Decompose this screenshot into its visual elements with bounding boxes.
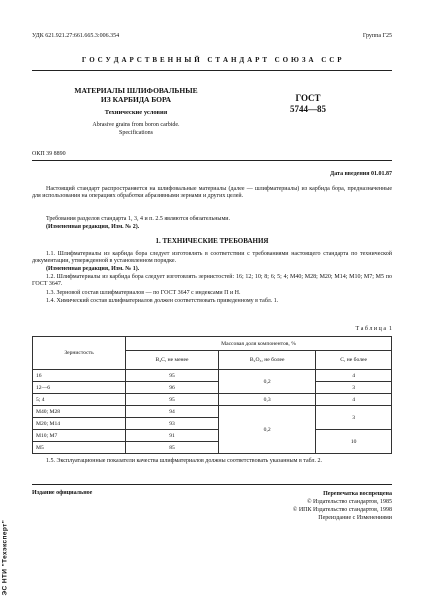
grain-cell: М10; М7 xyxy=(33,430,126,442)
grain-cell: 12—6 xyxy=(33,382,126,394)
udk-code: УДК 621.921.27:661.665.3:006.354 xyxy=(32,33,120,39)
clause-1-3: 1.3. Зерновой состав шлифматериалов — по ГОСТ 3647 с индексами П и Н. xyxy=(46,290,241,296)
b4c-cell: 95 xyxy=(126,370,219,382)
section-heading: 1. ТЕХНИЧЕСКИЕ ТРЕБОВАНИЯ xyxy=(155,237,269,245)
okp-rule xyxy=(32,160,392,161)
b2o3-cell: 0,2 xyxy=(218,406,315,454)
header-grain: Зернистость xyxy=(33,337,126,370)
reprint-notice: Перепечатка воспрещена xyxy=(323,491,392,497)
header-rule xyxy=(32,70,392,71)
header-c: C, не более xyxy=(316,351,392,370)
table-row xyxy=(33,394,392,406)
official-edition: Издание официальное xyxy=(32,490,93,496)
table-row xyxy=(33,370,392,382)
b4c-cell: 91 xyxy=(126,430,219,442)
grain-cell: 5; 4 xyxy=(33,394,126,406)
table-row xyxy=(33,430,392,442)
b4c-cell: 94 xyxy=(126,406,219,418)
doc-subtitle: Технические условия xyxy=(104,109,168,116)
english-title-line-2: Specifications xyxy=(119,129,153,136)
title-line-1: МАТЕРИАЛЫ ШЛИФОВАЛЬНЫЕ xyxy=(74,86,198,95)
header-b4c: B₄C, не менее xyxy=(126,351,219,370)
edition-note-2: (Измененная редакция, Изм. № 2). xyxy=(46,224,140,230)
english-title xyxy=(56,122,216,137)
okp-code: ОКП 39 8890 xyxy=(32,151,66,157)
copyright-1985: © Издательство стандартов, 1985 xyxy=(306,499,392,505)
c-cell: 3 xyxy=(316,406,392,430)
b2o3-cell: 0,2 xyxy=(218,370,315,394)
side-stamp: ЭС НТИ "Техэксперт" xyxy=(1,519,9,596)
edition-note-1: (Измененная редакция, Изм. № 1). xyxy=(46,266,140,272)
copyright-block xyxy=(252,490,392,522)
c-cell: 4 xyxy=(316,394,392,406)
clause-1-2: 1.2. Шлифматериалы из карбида бора следует изготовлять зернистостей: 16; 12; 10; 8; 6; 5; 4; М40; М28; М20; М14; М10; М7; М5 по ГОСТ 3647. xyxy=(32,274,392,288)
b4c-cell: 93 xyxy=(126,418,219,430)
mandatory-sections-paragraph: Требования разделов стандарта 1, 3, 4 и п. 2.5 являются обязательными. xyxy=(46,216,230,222)
header-b2o3: B₂O₃, не более xyxy=(218,351,315,370)
intro-date: Дата введения 01.01.87 xyxy=(330,171,392,177)
header-mass-fraction: Массовая доля компонентов, % xyxy=(126,337,392,351)
english-title-line-1: Abrasive grains from boron carbide. xyxy=(92,122,180,128)
c-cell: 4 xyxy=(316,370,392,382)
gost-code: 5744—85 xyxy=(290,104,326,114)
table-caption: Т а б л и ц а 1 xyxy=(355,326,392,332)
footer-rule xyxy=(32,484,392,485)
b4c-cell: 85 xyxy=(126,442,219,454)
intro-paragraph: Настоящий стандарт распространяется на шлифовальные материалы (далее — шлифматериалы) из карбида бора, предназначенные для использования на операциях обработки абразивными зернами и других целей. xyxy=(32,186,392,200)
grain-cell: М20; М14 xyxy=(33,418,126,430)
doc-title xyxy=(56,86,216,104)
c-cell: 10 xyxy=(316,430,392,454)
b4c-cell: 96 xyxy=(126,382,219,394)
standard-name: Г О С У Д А Р С Т В Е Н Н Ы Й С Т А Н Д А Р Т С О Ю З А С С Р xyxy=(81,56,343,64)
table-row xyxy=(33,406,392,418)
grain-cell: М5 xyxy=(33,442,126,454)
title-line-2: ИЗ КАРБИДА БОРА xyxy=(100,95,172,104)
clause-1-4: 1.4. Химический состав шлифматериалов должен соответствовать приведенному в табл. 1. xyxy=(46,298,279,304)
reissue-note: Переиздание с Изменениями xyxy=(318,515,392,521)
clause-1-5: 1.5. Эксплуатационные показатели качества шлифматериалов должны соответствовать указанным в табл. 2. xyxy=(46,458,323,464)
b2o3-cell: 0,3 xyxy=(218,394,315,406)
clause-1-1: 1.1. Шлифматериалы из карбида бора следует изготовлять в соответствии с требованиями настоящего стандарта по технической документации, утвержденной в установленном порядке. xyxy=(32,251,392,265)
chemical-composition-table xyxy=(32,336,392,454)
c-cell: 3 xyxy=(316,382,392,394)
table-row xyxy=(33,382,392,394)
b4c-cell: 95 xyxy=(126,394,219,406)
grain-cell: М40; М28 xyxy=(33,406,126,418)
group-code: Группа Г25 xyxy=(362,33,392,39)
gost-number xyxy=(290,93,326,115)
copyright-1998: © ИПК Издательство стандартов, 1998 xyxy=(292,507,392,513)
gost-label: ГОСТ xyxy=(295,93,321,103)
grain-cell: 16 xyxy=(33,370,126,382)
